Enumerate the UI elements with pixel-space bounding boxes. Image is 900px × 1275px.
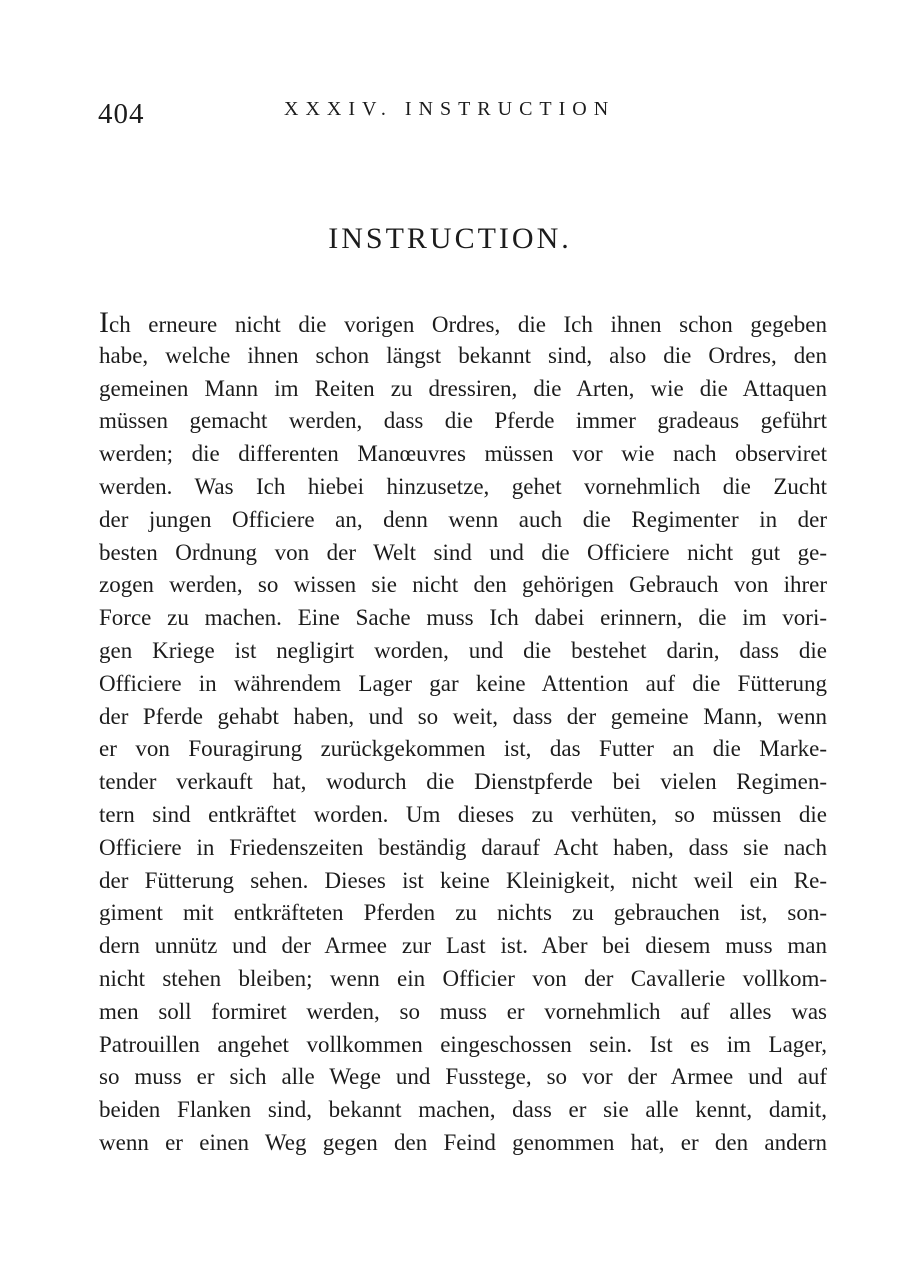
text-line: habe, welche ihnen schon längst bekannt sind, also die Ordres, den xyxy=(99,342,827,368)
text-line: tender verkauft hat, wodurch die Dienstpferde bei vielen Regimen- xyxy=(99,769,827,795)
section-title: INSTRUCTION. xyxy=(328,222,572,255)
text-line: wenn er einen Weg gegen den Feind genommen hat, er den andern xyxy=(99,1129,827,1155)
running-head: XXXIV. INSTRUCTION xyxy=(284,98,616,120)
text-line: besten Ordnung von der Welt sind und die Officiere nicht gut ge- xyxy=(99,539,827,565)
text-line: er von Fouragirung zurückgekommen ist, das Futter an die Marke- xyxy=(99,736,827,762)
text-line: beiden Flanken sind, bekannt machen, dass er sie alle kennt, damit, xyxy=(99,1097,827,1123)
text-line: nicht stehen bleiben; wenn ein Officier von der Cavallerie vollkom- xyxy=(99,965,827,991)
text-line: men soll formiret werden, so muss er vornehmlich auf alles was xyxy=(99,998,827,1024)
text-line: so muss er sich alle Wege und Fusstege, so vor der Armee und auf xyxy=(99,1064,827,1090)
text-line: werden. Was Ich hiebei hinzusetze, gehet vornehmlich die Zucht xyxy=(99,473,827,499)
text-line: gemeinen Mann im Reiten zu dressiren, die Arten, wie die Attaquen xyxy=(99,375,827,401)
text-line: Ich erneure nicht die vorigen Ordres, die Ich ihnen schon gegeben xyxy=(99,307,827,339)
text-line: gen Kriege ist negligirt worden, und die bestehet darin, dass die xyxy=(99,637,827,663)
text-line: zogen werden, so wissen sie nicht den gehörigen Gebrauch von ihrer xyxy=(99,572,827,598)
text-line: Patrouillen angehet vollkommen eingeschossen sein. Ist es im Lager, xyxy=(99,1031,827,1057)
text-line: werden; die differenten Manœuvres müssen vor wie nach observiret xyxy=(99,441,827,467)
page-number: 404 xyxy=(98,98,145,130)
text-line: dern unnütz und der Armee zur Last ist. Aber bei diesem muss man xyxy=(99,933,827,959)
text-line: der Fütterung sehen. Dieses ist keine Kleinigkeit, nicht weil ein Re- xyxy=(99,867,827,893)
text-line: Officiere in währendem Lager gar keine Attention auf die Fütterung xyxy=(99,670,827,696)
text-line: müssen gemacht werden, dass die Pferde immer gradeaus geführt xyxy=(99,408,827,434)
text-line: der Pferde gehabt haben, und so weit, dass der gemeine Mann, wenn xyxy=(99,703,827,729)
text-line: giment mit entkräfteten Pferden zu nichts zu gebrauchen ist, son- xyxy=(99,900,827,926)
text-line: Officiere in Friedenszeiten beständig darauf Acht haben, dass sie nach xyxy=(99,834,827,860)
text-line: Force zu machen. Eine Sache muss Ich dabei erinnern, die im vori- xyxy=(99,605,827,631)
text-line: tern sind entkräftet worden. Um dieses zu verhüten, so müssen die xyxy=(99,801,827,827)
body-text xyxy=(99,307,827,1160)
text-line: der jungen Officiere an, denn wenn auch die Regimenter in der xyxy=(99,506,827,532)
